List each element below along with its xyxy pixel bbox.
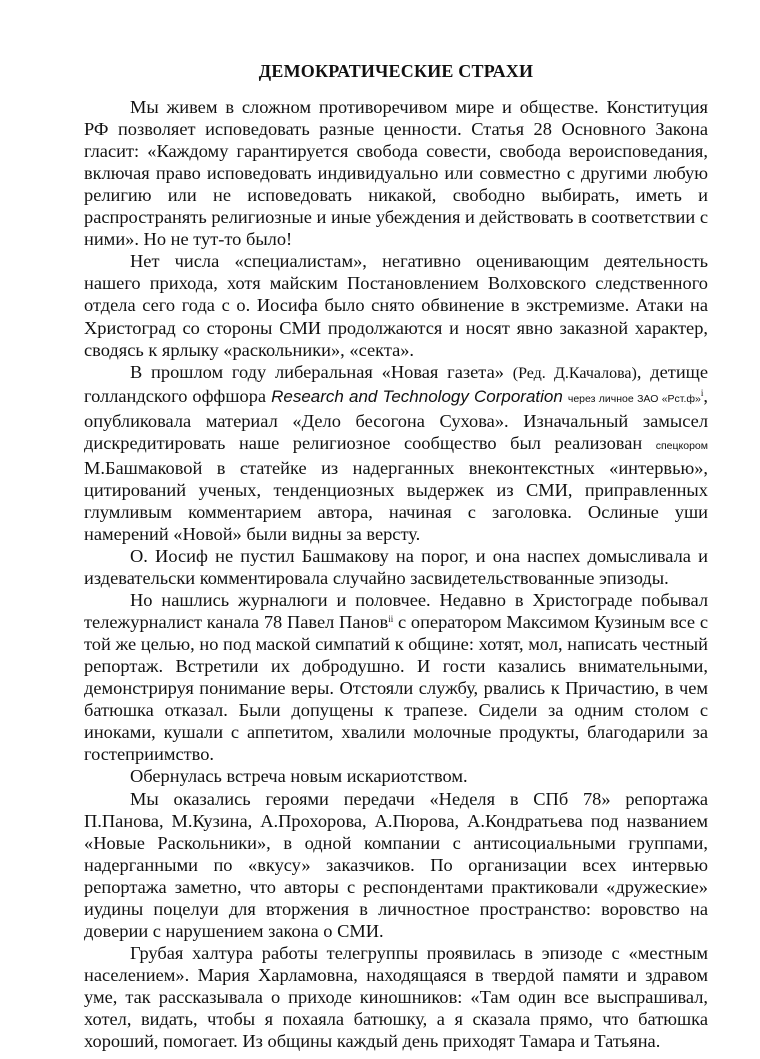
- paragraph-5-text-a: Но нашлись журналюги и половчее. Недавно в Христограде побывал тележурналист канала 78 Павел Панов: [84, 590, 708, 633]
- paragraph-7: Мы оказались героями передачи «Неделя в СПб 78» репортажа П.Панова, М.Кузина, А.Прохорова, А.Пюрова, А.Кондратьева под названием «Новые Раскольники», в одной компании с антисоциальными группами, надерганными по «вкусу» заказчиков. По организации всех интервью репортажа заметно, что авторы с респондентами практиковали «дружеские» иудины поцелуи для вторжения в личностное пространство: воровство на доверии с нарушением закона о СМИ.: [84, 788, 708, 941]
- company-name: Research and Technology Corporation: [271, 386, 563, 406]
- spec-note: спецкором: [655, 439, 708, 452]
- paragraph-3-text-d: М.Башмаковой в статейке из надерганных внеконтекстных «интервью», цитирований ученых, тенденциозных выдержек из СМИ, приправленных глумливым комментарием автора, начиная с заголовка. Ослиные уши намерений «Новой» были видны за версту.: [84, 457, 708, 544]
- document-title: ДЕМОКРАТИЧЕСКИЕ СТРАХИ: [258, 61, 534, 81]
- via-note: через личное ЗАО «Рст.ф»: [567, 392, 701, 405]
- paragraph-3-text-b: , детище голландского оффшора: [84, 361, 708, 406]
- footnote-ref-1[interactable]: i: [700, 387, 704, 398]
- editor-note: (Ред. Д.Качалова): [512, 364, 637, 382]
- paragraph-4: О. Иосиф не пустил Башмакову на порог, и она наспех домысливала и издевательски комментировала случайно засвидетельствованные эпизоды.: [84, 545, 708, 589]
- paragraph-5: [84, 589, 708, 765]
- paragraph-5-text-b: с оператором Максимом Кузиным все с той же целью, но под маской симпатий к общине: хотят, мол, написать честный репортаж. Встретили их добродушно. И гости казались внимательными, демонстрируя понимание веры. Отстояли службу, рвались к Причастию, в чем батюшка отказал. Были допущены к трапезе. Сидели за одним столом с иноками, кушали с аппетитом, хвалили молочные продукты, благодарили за гостеприимство.: [84, 612, 708, 765]
- document-page: [84, 60, 708, 1052]
- paragraph-3-text-a: В прошлом году либеральная «Новая газета»: [130, 361, 504, 382]
- paragraph-2: Нет числа «специалистам», негативно оценивающим деятельность нашего прихода, хотя майским Постановлением Волховского следственного отдела сего года с о. Иосифа было снято обвинение в экстремизме. Атаки на Христоград со стороны СМИ продолжаются и носят явно заказной характер, сводясь к ярлыку «раскольники», «секта».: [84, 251, 708, 360]
- paragraph-8: Грубая халтура работы телегруппы проявилась в эпизоде с «местным населением». Мария Харламовна, находящаяся в твердой памяти и здравом уме, так рассказывала о приходе киношников: «Там один все выспрашивал, хотел, видать, чтобы я похаяла батюшку, а я сказала прямо, что батюшка хороший, помогает. Из общины каждый день приходят Тамара и Татьяна.: [84, 942, 708, 1052]
- paragraph-3-text-c: , опубликовала материал «Дело бесогона Сухова». Изначальный замысел дискредитировать наше религиозное сообщество был реализован: [84, 385, 708, 453]
- paragraph-6: Обернулась встреча новым искариотством.: [130, 766, 468, 787]
- paragraph-3: [84, 361, 708, 545]
- paragraph-1: Мы живем в сложном противоречивом мире и обществе. Конституция РФ позволяет исповедовать разные ценности. Статья 28 Основного Закона гласит: «Каждому гарантируется свобода совести, свобода вероисповедания, включая право исповедовать индивидуально или совместно с другими любую религию или не исповедовать никакой, свободно выбирать, иметь и распространять религиозные и иные убеждения и действовать в соответствии с ними». Но не тут-то было!: [84, 97, 708, 250]
- footnote-ref-2[interactable]: ii: [388, 614, 394, 625]
